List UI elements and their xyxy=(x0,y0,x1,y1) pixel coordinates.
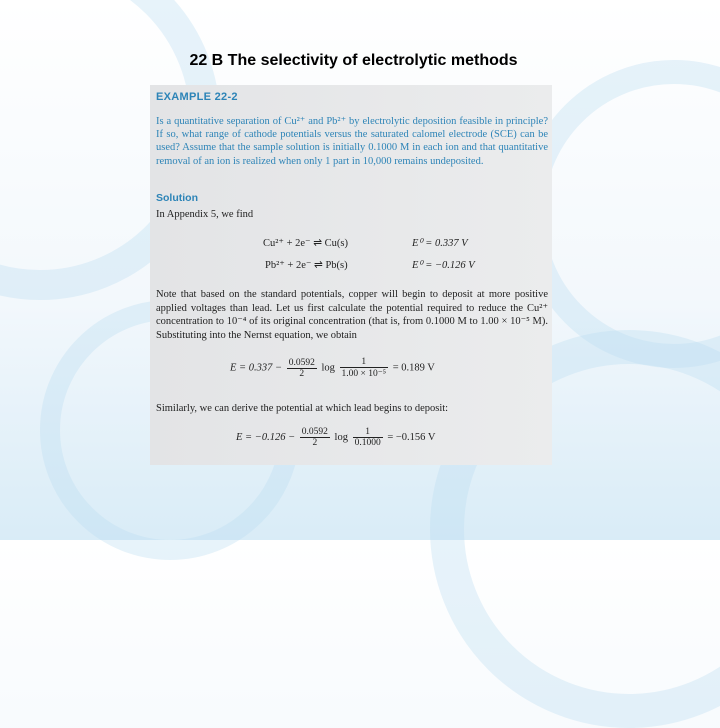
log-operator: log xyxy=(334,431,348,443)
log-argument-fraction xyxy=(340,357,389,379)
fraction-denominator: 2 xyxy=(299,368,305,379)
reaction-lead-potential: E⁰ = −0.126 V xyxy=(412,260,475,271)
reaction-copper: Cu²⁺ + 2e⁻ ⇌ Cu(s) xyxy=(263,238,348,249)
fraction-numerator: 1 xyxy=(340,357,389,368)
fraction-denominator: 2 xyxy=(312,438,318,448)
similarly-text: Similarly, we can derive the potential at which lead begins to deposit: xyxy=(156,403,449,414)
fraction-denominator: 0.1000 xyxy=(354,438,381,448)
nernst-equation-copper xyxy=(230,357,435,379)
slide-title: 22 B The selectivity of electrolytic methods xyxy=(189,52,518,69)
coefficient-fraction xyxy=(287,358,317,379)
fraction-numerator: 0.0592 xyxy=(288,357,315,368)
equation-lhs: E = −0.126 − xyxy=(236,431,296,443)
solution-note: Note that based on the standard potentials, copper will begin to deposit at more positive applied voltages than lead. Let us first calculate the potential required to reduce the Cu²⁺ concentration to 10⁻⁴ of its original concentration (that is, from 0.1000 M to 1.00 × 10⁻⁵ M). Substituting into the Nernst equation, we obtain xyxy=(156,289,548,341)
example-heading: EXAMPLE 22-2 xyxy=(156,91,238,103)
coefficient-fraction xyxy=(300,427,330,448)
equation-result: = 0.189 V xyxy=(392,362,435,374)
example-image xyxy=(150,85,552,465)
reaction-lead: Pb²⁺ + 2e⁻ ⇌ Pb(s) xyxy=(265,260,348,271)
fraction-numerator: 0.0592 xyxy=(301,427,328,437)
solution-heading: Solution xyxy=(156,192,198,204)
nernst-equation-lead xyxy=(236,427,435,448)
solution-intro: In Appendix 5, we find xyxy=(156,209,254,220)
example-question: Is a quantitative separation of Cu²⁺ and Pb²⁺ by electrolytic deposition feasible in principle? If so, what range of cathode potentials versus the saturated calomel electrode (SCE) can be used? Assume that the sample solution is initially 0.1000 M in each ion and that quantitative removal of an ion is realized when only 1 part in 10,000 remains undeposited. xyxy=(156,116,548,167)
fraction-numerator: 1 xyxy=(353,427,383,438)
reaction-copper-potential: E⁰ = 0.337 V xyxy=(412,238,468,249)
fraction-denominator: 1.00 × 10⁻⁵ xyxy=(341,369,387,379)
log-operator: log xyxy=(321,362,335,374)
equation-result: = −0.156 V xyxy=(387,431,436,443)
equation-lhs: E = 0.337 − xyxy=(230,362,283,374)
log-argument-fraction xyxy=(353,427,383,448)
